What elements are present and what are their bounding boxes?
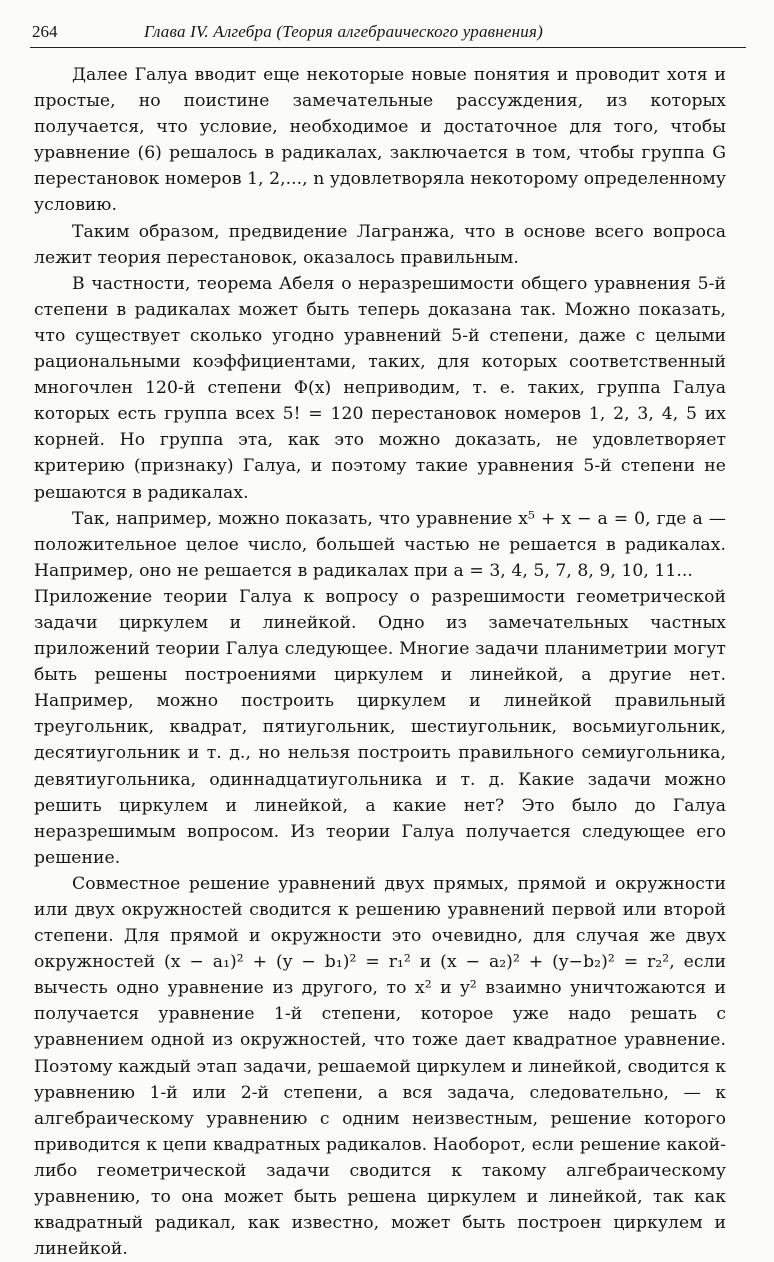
paragraph-abel-theorem: В частности, теорема Абеля о неразрешимости общего уравнения 5-й степени в радикалах может быть теперь доказана так. Можно показать, что существует сколько угодно уравнений 5-й степени, даже с целыми рациональными коэффициентами, таких, для которых соответственный многочлен 120-й степени Φ(x) неприводим, т. е. таких, группа Галуа которых есть группа всех 5! = 120 перестановок номеров 1, 2, 3, 4, 5 их корней. Но группа эта, как это можно доказать, не удовлетворяет критерию (признаку) Галуа, и поэтому такие уравнения 5-й степени не решаются в радикалах. — [34, 273, 726, 503]
running-title: Глава IV. Алгебра (Теория алгебраического уравнения) — [144, 22, 543, 41]
page-body — [34, 62, 726, 1262]
paragraph-galois-concepts: Далее Галуа вводит еще некоторые новые понятия и проводит хотя и простые, но поистине замечательные рассуждения, из которых получается, что условие, необходимое и достаточное для того, чтобы уравнение (6) решалось в радикалах, заключается в том, чтобы группа G перестановок номеров 1, 2,..., n удовлетворяла некоторому определенному условию. — [34, 65, 726, 216]
paragraph-compass-straightedge: Приложение теории Галуа к вопросу о разрешимости геометрической задачи циркулем и линейкой. Одно из замечательных частных приложений теории Галуа следующее. Многие задачи планиметрии могут быть решены построениями циркулем и линейкой, а другие нет. Например, можно построить циркулем и линейкой правильный треугольник, квадрат, пятиугольник, шестиугольник, восьмиугольник, десятиугольник и т. д., но нельзя построить правильного семиугольника, девятиугольника, одиннадцатиугольника и т. д. Какие задачи можно решить циркулем и линейкой, а какие нет? Это было до Галуа неразрешимым вопросом. Из теории Галуа получается следующее его решение. — [34, 586, 726, 868]
header-rule — [30, 47, 746, 48]
page-header — [32, 22, 744, 44]
page-number: 264 — [32, 22, 58, 41]
paragraph-lagrange: Таким образом, предвидение Лагранжа, что в основе всего вопроса лежит теория перестановок, оказалось правильным. — [34, 221, 726, 268]
paragraph-quintic-example: Так, например, можно показать, что уравнение x⁵ + x − a = 0, где a — положительное целое число, большей частью не решается в радикалах. Например, оно не решается в радикалах при a = 3, 4, 5, 7, 8, 9, 10, 11... — [34, 508, 726, 581]
paragraph-circles-lines: Совместное решение уравнений двух прямых, прямой и окружности или двух окружностей сводится к решению уравнений первой или второй степени. Для прямой и окружности это очевидно, для случая же двух окружностей (x − a₁)² + (y − b₁)² = r₁² и (x − a₂)² + (y−b₂)² = r₂², если вычесть одно уравнение из другого, то x² и y² взаимно уничтожаются и получается уравнение 1-й степени, которое уже надо решать с уравнением одной из окружностей, что тоже дает квадратное уравнение. Поэтому каждый этап задачи, решаемой циркулем и линейкой, сводится к уравнению 1-й или 2-й степени, а вся задача, следовательно, — к алгебраическому уравнению с одним неизвестным, решение которого приводится к цепи квадратных радикалов. Наоборот, если решение какой-либо геометрической задачи сводится к такому алгебраическому уравнению, то она может быть решена циркулем и линейкой, так как квадратный радикал, как известно, может быть построен циркулем и линейкой. — [34, 873, 726, 1260]
